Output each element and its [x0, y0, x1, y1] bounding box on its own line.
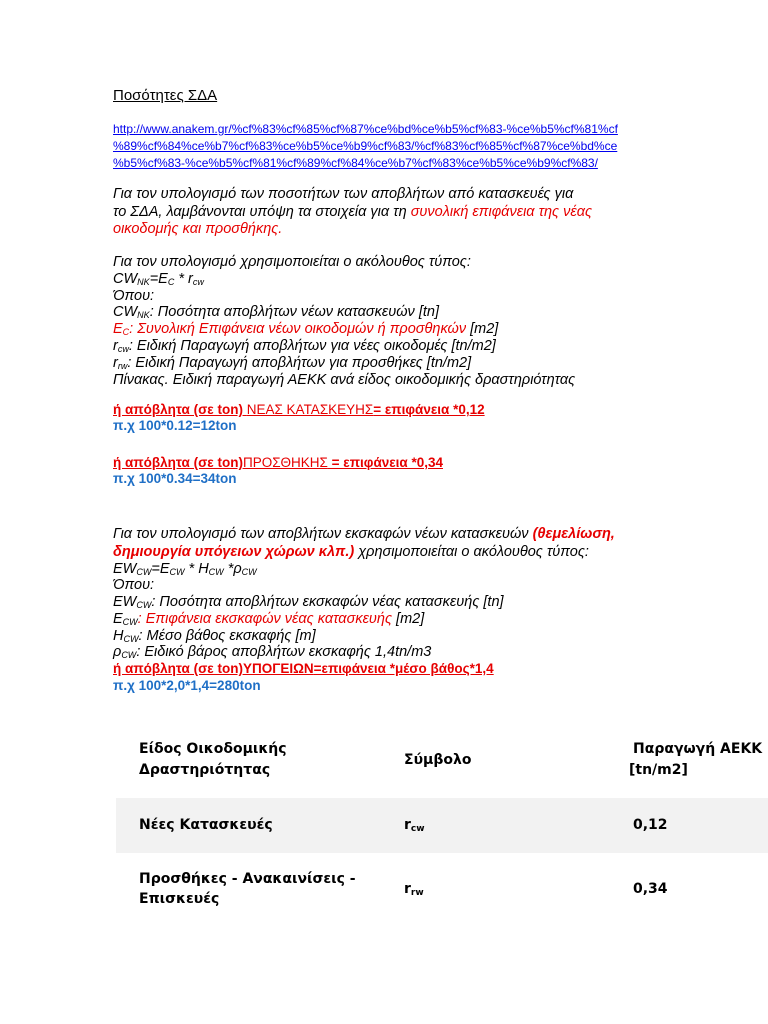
f2-d1-sub: CW	[136, 600, 152, 610]
def1-symbol: CW	[113, 304, 138, 320]
f2-d4-sub: CW	[121, 650, 137, 660]
formula1-def-2	[113, 321, 498, 337]
def2-symbol: E	[113, 321, 123, 337]
formula2-def-4	[113, 644, 431, 660]
formula2-line-1	[113, 526, 615, 542]
def2-text: : Συνολική Επιφάνεια νέων οικοδομών ή προσθηκών	[129, 321, 467, 337]
intro-line-3: οικοδομής και προσθήκης.	[113, 221, 283, 237]
def2-sub: C	[122, 327, 130, 337]
page-title: Ποσότητες ΣΔΑ	[113, 87, 218, 104]
f2-sub3: CW	[208, 567, 224, 577]
f2-d2-unit: [m2]	[392, 611, 425, 627]
f2-d4-symbol: ρ	[113, 644, 122, 660]
def3-sub: cw	[117, 344, 129, 354]
calc-underground	[113, 661, 494, 676]
formula1-def-3	[113, 338, 496, 354]
def1-sub: NK	[137, 310, 150, 320]
calc-new-b: ΝΕΑΣ ΚΑΤΑΣΚΕΥΗΣ	[246, 402, 374, 417]
f2-d3-sub: CW	[123, 634, 139, 644]
source-link-line-3[interactable]: %b5%cf%83-%ce%b5%cf%81%cf%89%cf%84%ce%b7%cf%83%ce%b5%ce%b9%cf%83/	[113, 156, 598, 170]
f2-sub1: CW	[136, 567, 152, 577]
f2-sub4: CW	[241, 567, 257, 577]
f2-line1-text: Για τον υπολογισμό των αποβλήτων εκσκαφών νέων κατασκευών	[113, 526, 533, 542]
calc-addition-example: π.χ 100*0.34=34ton	[113, 471, 237, 486]
def1-text: : Ποσότητα αποβλήτων νέων κατασκευών [tn]	[149, 304, 439, 320]
row-2-symbol-sub: rw	[410, 888, 424, 898]
calc-add-c: = επιφάνεια *0,34	[327, 455, 443, 470]
f2-d3-symbol: H	[113, 628, 124, 644]
calc-new-example: π.χ 100*0.12=12ton	[113, 418, 237, 433]
row-1-symbol-r: r	[404, 817, 411, 833]
intro-line-1: Για τον υπολογισμό των ποσοτήτων των αποβλήτων από κατασκευές για	[113, 186, 574, 202]
f2-h: * H	[184, 561, 209, 577]
formula2-def-3	[113, 628, 316, 644]
calc-under-a: ή απόβλητα (σε ton)	[113, 661, 243, 676]
header-activity-2: Δραστηριότητας	[139, 762, 271, 778]
formula1-opou: Όπου:	[113, 288, 155, 304]
calc-under-c: =επιφάνεια *μέσο βάθος*1,4	[313, 661, 494, 676]
formula2-def-1	[113, 594, 504, 610]
f2-line1-highlight: (θεμελίωση,	[532, 526, 615, 542]
calc-new-construction	[113, 402, 485, 417]
f1-nk-sub: NK	[137, 277, 150, 287]
f2-d2-sub: CW	[122, 617, 138, 627]
row-1-value: 0,12	[633, 817, 668, 833]
f1-r: * r	[174, 271, 193, 287]
formula2-equation	[113, 561, 257, 577]
f2-d1-text: : Ποσότητα αποβλήτων εκσκαφών νέας κατασκευής [tn]	[151, 594, 504, 610]
row-1-symbol	[404, 817, 425, 834]
row-2-activity-2: Επισκευές	[139, 891, 220, 907]
calc-add-b: ΠΡΟΣΘΗΚΗΣ	[242, 455, 328, 470]
def4-text: : Ειδική Παραγωγή αποβλήτων για προσθήκες [tn/m2]	[127, 355, 472, 371]
f2-d2-symbol: E	[113, 611, 123, 627]
formula2-opou: Όπου:	[113, 577, 155, 593]
row-2-symbol	[404, 881, 424, 898]
header-production-1: Παραγωγή ΑΕΚΚ	[633, 741, 763, 757]
intro-line-2-text: το ΣΔΑ, λαμβάνονται υπόψη τα στοιχεία για τη	[113, 204, 411, 220]
source-link-line-1[interactable]: http://www.anakem.gr/%cf%83%cf%85%cf%87%ce%bd%ce%b5%cf%83-%ce%b5%cf%81%cf	[113, 122, 618, 136]
def3-symbol: r	[113, 338, 118, 354]
f2-d1-symbol: EW	[113, 594, 137, 610]
formula1-equation	[113, 271, 204, 287]
row-2-value: 0,34	[633, 881, 668, 897]
calc-underground-example: π.χ 100*2,0*1,4=280ton	[113, 678, 261, 693]
header-activity-1: Είδος Οικοδομικής	[139, 741, 287, 757]
source-link-line-2[interactable]: %89%cf%84%ce%b7%cf%83%ce%b5%ce%b9%cf%83/%cf%83%cf%85%cf%87%ce%bd%ce	[113, 139, 618, 153]
f2-rho: *ρ	[223, 561, 242, 577]
row-2-symbol-r: r	[404, 881, 411, 897]
f2-e: =E	[151, 561, 170, 577]
header-production-2: [tn/m2]	[629, 762, 688, 778]
f2-d3-text: : Μέσο βάθος εκσκαφής [m]	[138, 628, 316, 644]
f1-eq: =E	[149, 271, 168, 287]
def3-text: : Ειδική Παραγωγή αποβλήτων για νέες οικοδομές [tn/m2]	[128, 338, 496, 354]
formula1-intro: Για τον υπολογισμό χρησιμοποιείται ο ακόλουθος τύπος:	[113, 254, 471, 270]
formula2-def-2	[113, 611, 424, 627]
f2-d2-text: : Επιφάνεια εκσκαφών νέας κατασκευής	[137, 611, 393, 627]
formula1-def-1	[113, 304, 439, 320]
intro-highlight: συνολική επιφάνεια της νέας	[410, 204, 593, 220]
calc-new-c: = επιφάνεια *0,12	[373, 402, 485, 417]
f1-c-sub: C	[167, 277, 175, 287]
intro-line-2	[113, 204, 592, 220]
f2-d4-text: : Ειδικό βάρος αποβλήτων εκσκαφής 1,4tn/m3	[136, 644, 432, 660]
calc-under-b: ΥΠΟΓΕΙΩΝ	[242, 661, 314, 676]
row-1-symbol-sub: cw	[410, 824, 425, 834]
calc-addition	[113, 455, 443, 470]
f2-line2-text: χρησιμοποιείται ο ακόλουθος τύπος:	[354, 544, 589, 560]
f1-cw: CW	[113, 271, 138, 287]
formula2-line-2	[113, 544, 589, 560]
f1-cw-sub: cw	[192, 277, 204, 287]
row-1-activity: Νέες Κατασκευές	[139, 817, 273, 833]
f2-ew: EW	[113, 561, 137, 577]
header-symbol: Σύμβολο	[404, 752, 472, 768]
row-2-activity-1: Προσθήκες - Ανακαινίσεις -	[139, 871, 356, 887]
def4-symbol: r	[113, 355, 118, 371]
formula1-def-4	[113, 355, 471, 371]
calc-new-a: ή απόβλητα (σε ton)	[113, 402, 247, 417]
table-caption: Πίνακας. Ειδική παραγωγή ΑΕΚΚ ανά είδος οικοδομικής δραστηριότητας	[113, 372, 576, 388]
calc-add-a: ή απόβλητα (σε ton)	[113, 455, 243, 470]
f2-sub2: CW	[169, 567, 185, 577]
def4-sub: rw	[117, 361, 128, 371]
def2-unit: [m2]	[466, 321, 499, 337]
f2-line2-highlight: δημιουργία υπόγειων χώρων κλπ.)	[113, 544, 355, 560]
